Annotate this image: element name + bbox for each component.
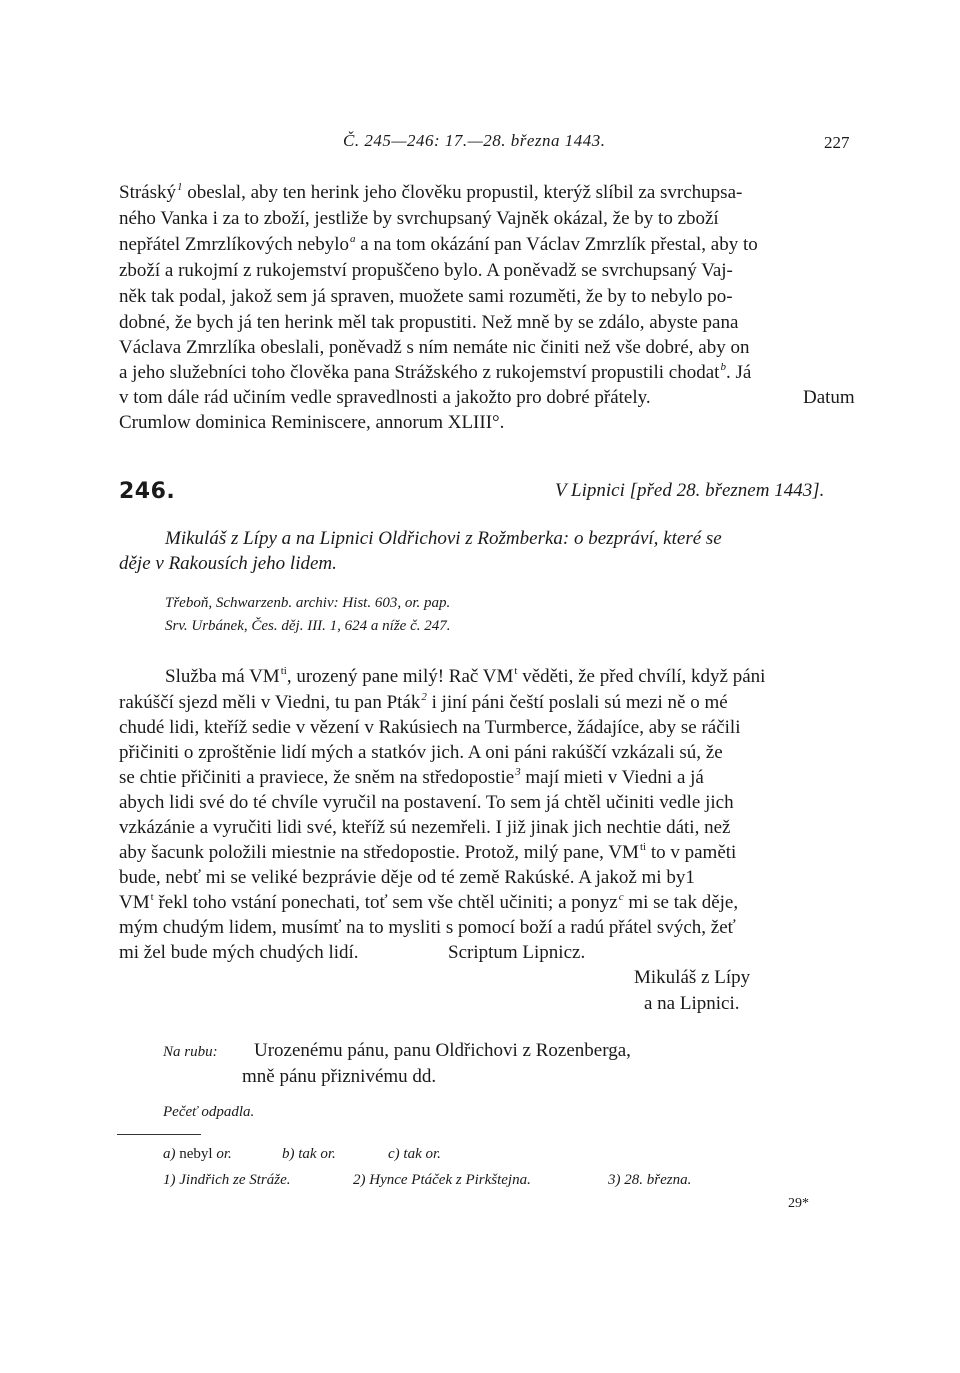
verso-address: Urozenému pánu, panu Oldřichovi z Rozenberga,	[254, 1040, 631, 1061]
page-number: 227	[824, 133, 850, 152]
letter-line: přičiniti o zproštěnie lidí mých a statkóv jich. A oni páni rakúščí vzkázali sú, že	[119, 742, 723, 763]
document-number: 246.	[119, 479, 176, 504]
footnote-2: 2) Hynce Ptáček z Pirkštejna.	[353, 1172, 531, 1188]
prev-letter-line: Stráský$^1$ obeslal, aby ten herink jeho člověku propustil, kterýž slíbil za svrchupsa-	[119, 181, 743, 203]
letter-line: Služba má $VM^{ti}$, urozený pane milý! Rač $VM^t$ věděti, že před chvílí, když páni	[165, 665, 766, 687]
signature-line: Mikuláš z Lípy	[634, 967, 751, 988]
sheet-signature: 29*	[788, 1196, 809, 1211]
textual-note-c: c) tak or.	[388, 1146, 441, 1162]
prev-letter-line: Václava Zmrzlíka obeslali, poněvadž s ním nemáte nic činiti než vše dobré, aby on	[119, 337, 750, 358]
source-literature: Srv. Urbánek, Čes. děj. III. 1, 624 a níže č. 247.	[165, 618, 451, 634]
textual-note-a: a) nebyl or.	[163, 1146, 232, 1162]
prev-letter-line: zboží a rukojmí z rukojemství propuščeno bylo. A poněvadž se svrchupsaný Vaj-	[119, 260, 733, 281]
letter-line: se chtie přičiniti a praviece, že sněm na středopostie$^3$ mají mieti v Viedni a já	[119, 766, 704, 788]
prev-letter-line: ného Vanka i za to zboží, jestliže by svrchupsaný Vajněk okázal, že by to zboží	[119, 208, 719, 229]
prev-letter-line: v tom dále rád učiním vedle spravedlnosti a jakožto pro dobré přátely. Datum	[119, 387, 855, 408]
letter-line: rakúščí sjezd měli v Viedni, tu pan Pták$^2$ i jiní páni čeští poslali sú mezi ně o mé	[119, 691, 728, 713]
footnote-3: 3) 28. března.	[608, 1172, 692, 1188]
verso-address: mně pánu přiznivému dd.	[242, 1066, 437, 1087]
document-place-date: V Lipnici [před 28. březnem 1443].	[555, 480, 825, 501]
regest-line: Mikuláš z Lípy a na Lipnici Oldřichovi z Rožmberka: o bezpráví, které se	[165, 528, 722, 549]
verso-label: Na rubu:	[163, 1044, 218, 1060]
letter-line: $VM^t$ řekl toho vstání ponechati, toť sem vše chtěl učiniti; a ponyz$^c$ mi se tak děje,	[119, 891, 739, 913]
seal-note: Pečeť odpadla.	[163, 1104, 255, 1120]
prev-letter-line: něk tak podal, jakož sem já spraven, muožete sami rozuměti, že by to nebylo po-	[119, 286, 733, 307]
header-title: Č. 245—246: 17.—28. března 1443.	[343, 131, 606, 150]
letter-line: aby šacunk položili miestnie na středopostie. Protož, milý pane, $VM^{ti}$ to v paměti	[119, 841, 737, 863]
letter-line: mi žel bude mých chudých lidí. Scriptum Lipnicz.	[119, 942, 586, 963]
letter-line: bude, nebť mi se veliké bezprávie děje od té země Rakúské. A jakož mi by1	[119, 867, 695, 888]
prev-letter-line: a jeho služebníci toho člověka pana Strážského z rukojemství propustili chodat$^b$. Já	[119, 361, 752, 383]
prev-letter-line: Crumlow dominica Reminiscere, annorum XLIII°.	[119, 412, 505, 433]
running-header	[0, 131, 960, 157]
footnote-divider	[117, 1134, 201, 1135]
signature-line: a na Lipnici.	[644, 993, 740, 1014]
letter-line: mým chudým lidem, musímť na to mysliti s pomocí boží a radú přátel svých, žeť	[119, 917, 736, 938]
source-archive: Třeboň, Schwarzenb. archiv: Hist. 603, or. pap.	[165, 595, 451, 611]
footnote-ref: a	[350, 233, 356, 245]
letter-line: abych lidi své do té chvíle vyručil na postavení. To sem já chtěl učiniti vedle jich	[119, 792, 734, 813]
regest-line: děje v Rakousích jeho lidem.	[119, 553, 337, 574]
letter-line: vzkázánie a vyručiti lidi své, kteříž sú nezemřeli. I již jinak jich nechtie dáti, než	[119, 817, 731, 838]
footnote-1: 1) Jindřich ze Stráže.	[163, 1172, 291, 1188]
footnote-ref: b	[720, 361, 726, 373]
footnote-ref: 1	[177, 181, 183, 193]
textual-note-b: b) tak or.	[282, 1146, 336, 1162]
prev-letter-line: nepřátel Zmrzlíkových nebylo$^a$ a na tom okázání pan Václav Zmrzlík přestal, aby to	[119, 233, 758, 255]
prev-letter-line: dobné, že bych já ten herink měl tak propustiti. Než mně by se zdálo, abyste pana	[119, 312, 739, 333]
letter-line: chudé lidi, kteříž sedie v vězení v Rakúsiech na Turmberce, žádajíce, aby se ráčili	[119, 717, 741, 738]
